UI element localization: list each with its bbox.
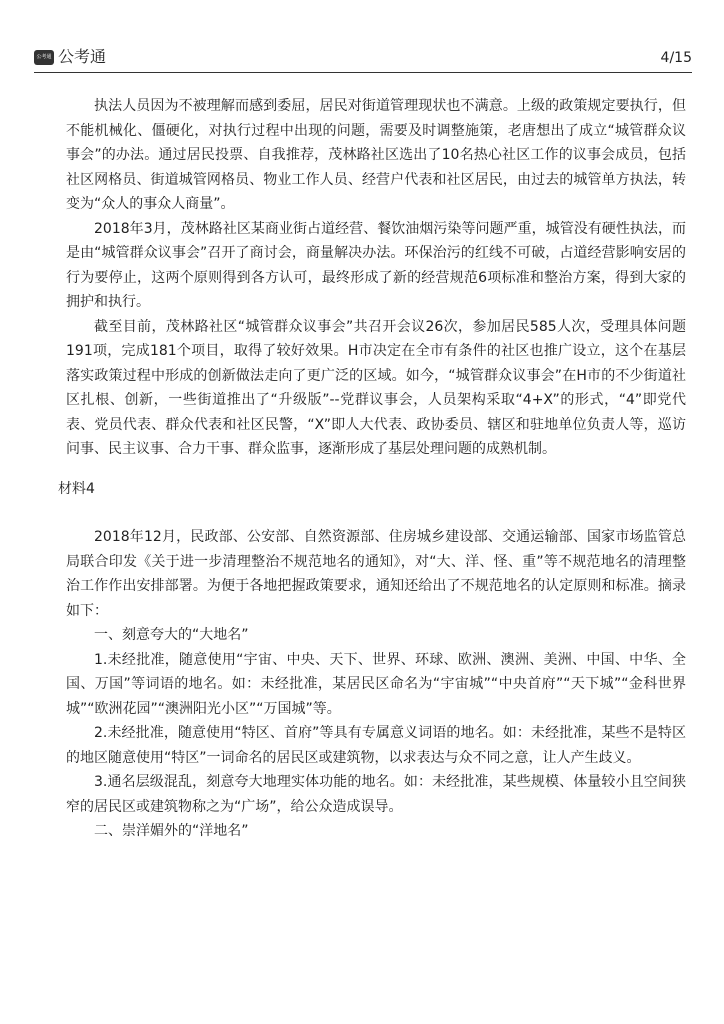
page-number: 4/15 [660,50,692,66]
logo [34,48,106,66]
list-item: 1.未经批准，随意使用“宇宙、中央、天下、世界、环球、欧洲、澳洲、美洲、中国、中华、全国、万国”等词语的地名。如：未经批准，某居民区命名为“宇宙城”“中央首府”“天下城”“金科世界城”“欧洲花园”“澳洲阳光小区”“万国城”等。 [66,651,686,717]
page-header [34,44,692,73]
list-item: 3.通名层级混乱，刻意夸大地理实体功能的地名。如：未经批准，某些规模、体量较小且空间狭窄的居民区或建筑物称之为“广场”，给公众造成误导。 [66,774,686,815]
paragraph: 执法人员因为不被理解而感到委屈，居民对街道管理现状也不满意。上级的政策规定要执行，但不能机械化、僵硬化，对执行过程中出现的问题，需要及时调整施策，老唐想出了成立“城管群众议事会”的办法。通过居民投票、自我推荐，茂林路社区选出了10名热心社区工作的议事会成员，包括社区网格员、街道城管网格员、物业工作人员、经营户代表和社区居民，由过去的城管单方执法，转变为“众人的事众人商量”。 [66,98,686,212]
logo-text: 公考通 [58,47,107,66]
list-item: 2.未经批准，随意使用“特区、首府”等具有专属意义词语的地名。如：未经批准，某些不是特区的地区随意使用“特区”一词命名的居民区或建筑物，以求表达与众不同之意，让人产生歧义。 [66,725,686,766]
logo-badge-icon: 公考通 [34,50,54,65]
paragraph: 2018年12月，民政部、公安部、自然资源部、住房城乡建设部、交通运输部、国家市场监管总局联合印发《关于进一步清理整治不规范地名的通知》，对“大、洋、怪、重”等不规范地名的清理整治工作作出安排部署。为便于各地把握政策要求，通知还给出了不规范地名的认定原则和标准。摘录如下： [66,529,686,619]
material-title: 材料4 [58,480,95,497]
paragraph: 2018年3月，茂林路社区某商业街占道经营、餐饮油烟污染等问题严重，城管没有硬性执法，而是由“城管群众议事会”召开了商讨会，商量解决办法。环保治污的红线不可破，占道经营影响安居的行为要停止，这两个原则得到各方认可，最终形成了新的经营规范6项标准和整治方案，得到大家的拥护和执行。 [66,220,686,310]
document-body [58,94,686,844]
paragraph: 截至目前，茂林路社区“城管群众议事会”共召开会议26次，参加居民585人次，受理具体问题191项，完成181个项目，取得了较好效果。H市决定在全市有条件的社区也推广设立，这个在基层落实政策过程中形成的创新做法走向了更广泛的区域。如今，“城管群众议事会”在H市的不少街道社区扎根、创新，一些街道推出了“升级版”--党群议事会，人员架构采取“4+X”的形式，“4”即党代表、党员代表、群众代表和社区民警，“X”即人大代表、政协委员、辖区和驻地单位负责人等，巡访问事、民主议事、合力干事、群众监事，逐渐形成了基层处理问题的成熟机制。 [66,318,686,457]
section-heading: 一、刻意夸大的“大地名” [94,627,249,643]
section-heading: 二、崇洋媚外的“洋地名” [94,823,249,839]
